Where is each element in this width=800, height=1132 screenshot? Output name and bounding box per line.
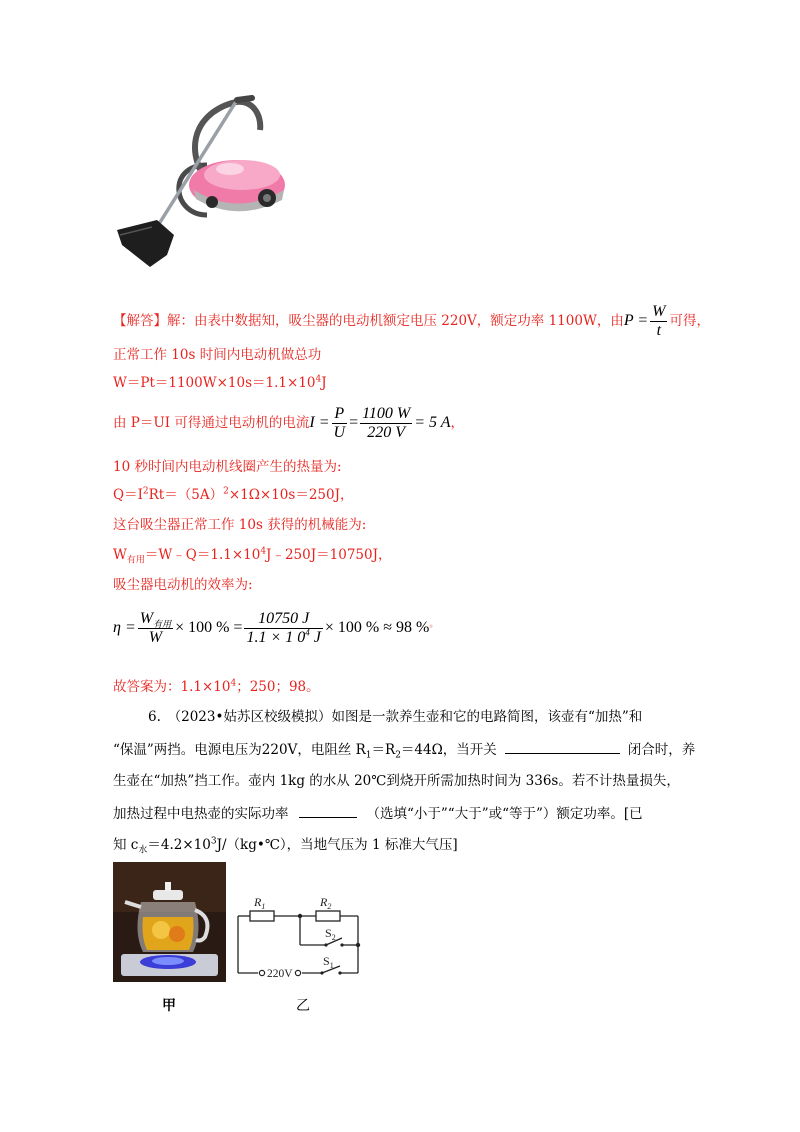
current-frac-1-den: U: [333, 424, 346, 441]
label-r2: $R_2$: [320, 895, 332, 911]
figure-label-jia: 甲: [162, 998, 176, 1014]
eta-den-a: 1.1 × 1 0: [246, 629, 306, 646]
solution-line-6: [113, 485, 354, 505]
current-result: = 5 A: [414, 414, 451, 431]
eta-mid: × 100 % =: [175, 619, 243, 636]
solution-intro-end: 可得，: [669, 313, 710, 329]
power-fraction-num: W: [652, 303, 666, 320]
heat-c: ×1Ω×10s＝250J，: [228, 487, 354, 503]
eta-frac-2: [244, 610, 322, 647]
kettle-photo: [113, 862, 226, 982]
q5-sub: 水: [138, 845, 148, 856]
q4-b: （选填“小于”“大于”或“等于”）额定功率。[已: [366, 806, 643, 822]
current-frac-1: [332, 405, 348, 442]
solution-line-1: [113, 303, 710, 340]
mech-sub: 有用: [126, 555, 145, 566]
switch-answer-blank[interactable]: [505, 739, 620, 754]
power-answer-blank[interactable]: [299, 803, 357, 818]
question-line-4: [113, 803, 643, 824]
answer-sup: 4: [230, 678, 237, 689]
mech-b: ＝W﹣Q＝1.1×10: [144, 547, 261, 563]
q2-a: “保温”两挡。电源电压为220V，电阻丝 R: [113, 742, 366, 758]
q5-b: ＝4.2×10: [147, 837, 211, 853]
current-eq: =: [349, 414, 359, 431]
work-eq-b: J: [321, 375, 327, 391]
solution-line-4: [113, 405, 464, 442]
work-eq-a: W＝Pt＝1100W×10s＝1.1×10: [113, 375, 316, 391]
label-voltage: 220V: [267, 968, 293, 980]
solution-line-2: 正常工作 10s 时间内电动机做总功: [113, 347, 322, 363]
solution-intro: 解：由表中数据知，吸尘器的电动机额定电压 220V，额定功率 1100W，由: [167, 313, 624, 329]
solution-tag: 【解答】: [113, 313, 167, 329]
vacuum-cleaner-image: [112, 95, 287, 275]
work-eq-sup: 4: [315, 374, 322, 385]
current-frac-2: [360, 405, 412, 442]
question-line-3: 生壶在“加热”挡工作。壶内 1kg 的水从 20℃到烧开所需加热时间为 336s。若不计热量损失，: [113, 773, 680, 789]
solution-line-5: 10 秒时间内电动机线圈产生的热量为:: [113, 459, 342, 475]
q4-a: 加热过程中电热壶的实际功率: [113, 806, 289, 822]
label-s1: $S_1$: [323, 954, 334, 970]
question-line-5: [113, 835, 458, 855]
current-frac-2-den: 220 V: [367, 424, 406, 441]
answer-a: 故答案为：1.1×10: [113, 679, 231, 695]
mech-a: W: [113, 547, 127, 563]
q2-sub2: 2: [395, 750, 401, 761]
heat-a: Q＝I: [113, 487, 143, 503]
eta-frac-1: [138, 610, 173, 647]
q5-a: 知 c: [113, 837, 139, 853]
q2-d: 闭合时，养: [627, 742, 696, 758]
q5-sup: 3: [210, 836, 217, 847]
current-frac-2-num: 1100 W: [362, 405, 411, 422]
eta-num-w: W: [139, 610, 154, 627]
label-s2: $S_2$: [325, 926, 336, 942]
eta-end: × 100 % ≈ 98 %: [324, 619, 430, 636]
heat-sup-2: 2: [223, 486, 229, 497]
eta-frac-2-den: [244, 629, 322, 647]
current-frac-1-num: P: [332, 405, 348, 424]
mech-c: J﹣250J＝10750J，: [266, 547, 392, 563]
answer-line: [113, 677, 320, 697]
eta-den-sup: 4: [305, 627, 310, 638]
mech-sup: 4: [260, 546, 267, 557]
terminal-left: [259, 970, 264, 975]
terminal-right: [295, 970, 300, 975]
power-fraction: [650, 303, 667, 340]
heat-sup-1: 2: [142, 486, 149, 497]
power-fraction-den: t: [656, 322, 662, 339]
circuit-diagram: [230, 888, 370, 993]
solution-line-9: 吸尘器电动机的效率为:: [113, 577, 253, 593]
power-symbol: P =: [623, 312, 649, 329]
eta-frac-2-num: 10750 J: [244, 610, 322, 629]
solution-line-7: 这台吸尘器正常工作 10s 获得的机械能为:: [113, 517, 367, 533]
eta-num-sub: 有用: [153, 619, 172, 630]
eta-frac-1-num: [138, 610, 173, 629]
label-r1: $R_1$: [254, 895, 266, 911]
current-end: ，: [450, 415, 465, 431]
q2-b: ＝R: [371, 742, 396, 758]
question-line-1: 6. （2023•姑苏区校级模拟）如图是一款养生壶和它的电路简图，该壶有“加热”和: [148, 709, 643, 725]
resistor-r1: [250, 911, 274, 921]
q2-sub1: 1: [365, 750, 372, 761]
question-line-2: [113, 739, 695, 760]
q5-c: J/（kg•℃），当地气压为 1 标准大气压]: [216, 837, 458, 853]
current-i: I =: [309, 414, 330, 431]
current-text: 由 P＝UI 可得通过电动机的电流: [113, 415, 310, 431]
answer-b: ；250；98。: [236, 679, 320, 695]
solution-line-3: [113, 373, 327, 393]
eta-dot: 。: [429, 619, 439, 630]
q2-c: ＝44Ω，当开关: [400, 742, 497, 758]
heat-b: Rt＝（5A）: [148, 487, 224, 503]
eta-symbol: η =: [113, 619, 136, 636]
resistor-r2: [316, 911, 340, 921]
efficiency-equation: [113, 610, 438, 647]
solution-line-8: [113, 545, 392, 565]
eta-frac-1-den: W: [148, 629, 163, 646]
eta-den-b: J: [309, 629, 321, 646]
figure-label-yi: 乙: [296, 998, 310, 1014]
